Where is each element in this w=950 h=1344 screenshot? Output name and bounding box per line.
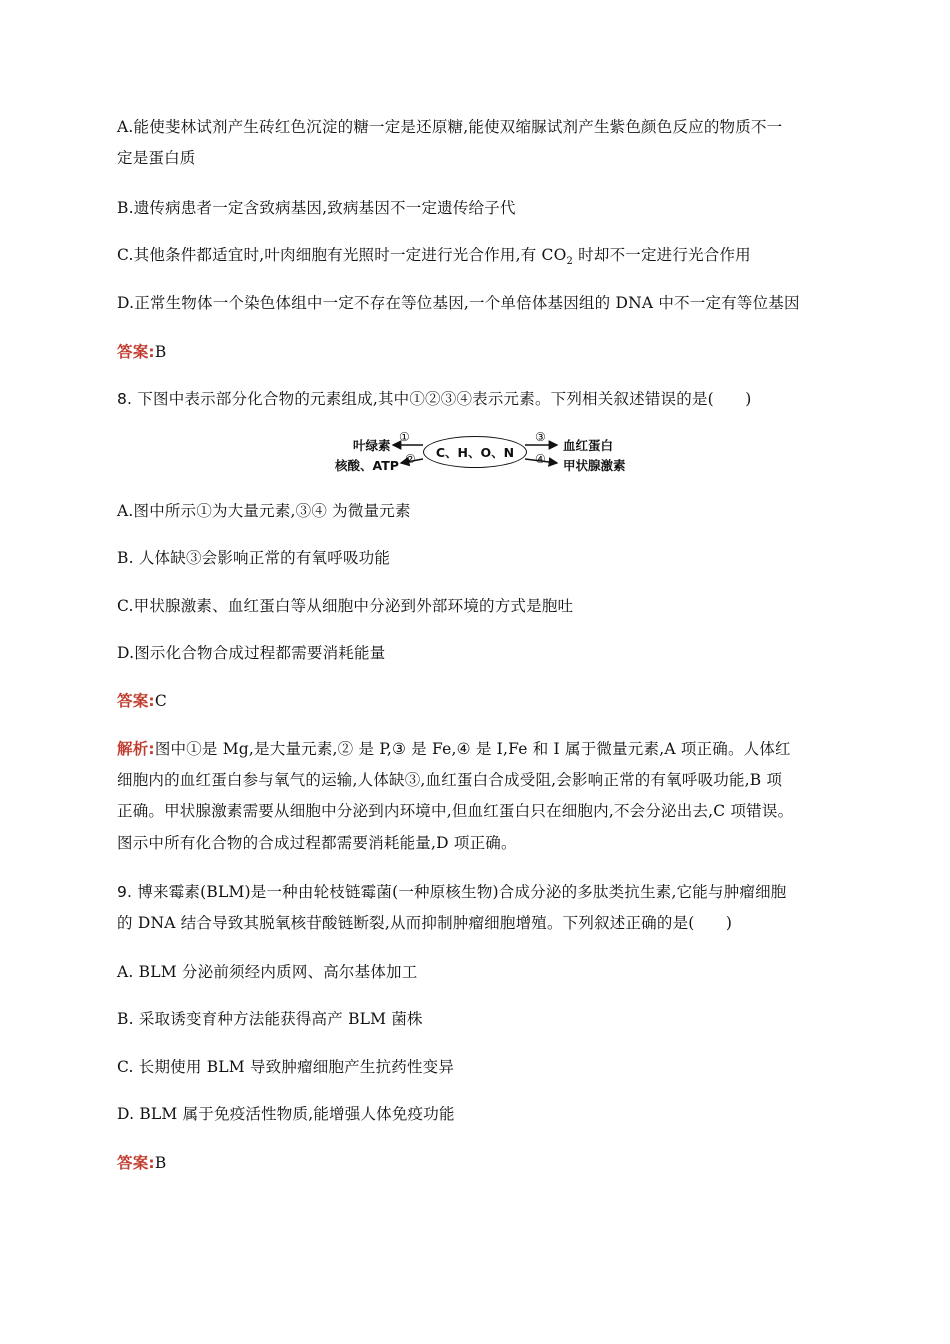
q9-stem-line1 [117,880,787,902]
q8-option-b: B. 人体缺③会影响正常的有氧呼吸功能 [117,549,391,567]
q8-option-a: A.图中所示①为大量元素,③④ 为微量元素 [117,502,411,520]
q8-explanation-label: 解析: [117,740,155,758]
q8-stem [117,387,752,409]
q9-option-c: C. 长期使用 BLM 导致肿瘤细胞产生抗药性变异 [117,1058,455,1076]
q8-answer [117,689,167,711]
center-elements: C、H、O、N [423,436,527,468]
marker-1: ① [399,430,410,444]
q7-answer-value: B [154,343,167,361]
q8-answer-value: C [154,692,167,710]
q7-option-d: D.正常生物体一个染色体组中一定不存在等位基因,一个单倍体基因组的 DNA 中不一定有等位基因 [117,294,800,312]
q9-stem-line2: 的 DNA 结合导致其脱氧核苷酸链断裂,从而抑制肿瘤细胞增殖。下列叙述正确的是( ) [117,914,733,932]
q8-explanation-line1 [117,737,791,759]
q8-option-d: D.图示化合物合成过程都需要消耗能量 [117,644,386,662]
marker-3: ③ [535,430,546,444]
q9-answer [117,1151,166,1173]
q8-explanation-line3: 正确。甲状腺激素需要从细胞中分泌到内环境中,但血红蛋白只在细胞内,不会分泌出去,C 项错误。 [117,802,794,820]
q9-answer-value: B [154,1154,167,1172]
q7-answer-label: 答案: [117,343,155,361]
q8-number: 8. [117,390,133,408]
label-chlorophyll: 叶绿素 [353,438,391,453]
q7-option-b: B.遗传病患者一定含致病基因,致病基因不一定遗传给子代 [117,199,516,217]
q8-explanation-text1: 图中①是 Mg,是大量元素,② 是 P,③ 是 Fe,④ 是 I,Fe 和 I 属于微量元素,A 项正确。人体红 [154,740,791,758]
q7-option-a-line2: 定是蛋白质 [117,149,196,167]
q7-option-a-line1: A.能使斐林试剂产生砖红色沉淀的糖一定是还原糖,能使双缩脲试剂产生紫色颜色反应的物质不一 [117,118,783,136]
label-nucleic-acid-atp: 核酸、ATP [335,458,399,473]
q9-option-a: A. BLM 分泌前须经内质网、高尔基体加工 [117,963,418,981]
q8-answer-label: 答案: [117,692,155,710]
element-composition-diagram [335,430,625,478]
marker-2: ② [405,452,416,466]
label-hemoglobin: 血红蛋白 [563,438,614,453]
q8-explanation-line4: 图示中所有化合物的合成过程都需要消耗能量,D 项正确。 [117,834,517,852]
q9-stem-text1: 博来霉素(BLM)是一种由轮枝链霉菌(一种原核生物)合成分泌的多肽类抗生素,它能与肿瘤细胞 [132,883,787,901]
q8-explanation-line2: 细胞内的血红蛋白参与氧气的运输,人体缺③,血红蛋白合成受阻,会影响正常的有氧呼吸功能,B 项 [117,771,783,789]
q9-answer-label: 答案: [117,1154,155,1172]
q8-option-c: C.甲状腺激素、血红蛋白等从细胞中分泌到外部环境的方式是胞吐 [117,597,574,615]
marker-4: ④ [535,452,546,466]
q7-option-c-post: 时却不一定进行光合作用 [573,246,751,264]
q9-option-b: B. 采取诱变育种方法能获得高产 BLM 菌株 [117,1010,423,1028]
q7-option-c-pre: C.其他条件都适宜时,叶肉细胞有光照时一定进行光合作用,有 CO [117,246,567,264]
q7-option-c-sub: 2 [566,256,574,268]
q8-stem-text: 下图中表示部分化合物的元素组成,其中①②③④表示元素。下列相关叙述错误的是( ) [132,390,752,408]
q7-answer [117,340,166,362]
q9-number: 9. [117,883,133,901]
q9-option-d: D. BLM 属于免疫活性物质,能增强人体免疫功能 [117,1105,455,1123]
q7-option-c [117,243,751,267]
label-thyroxine: 甲状腺激素 [563,458,626,473]
